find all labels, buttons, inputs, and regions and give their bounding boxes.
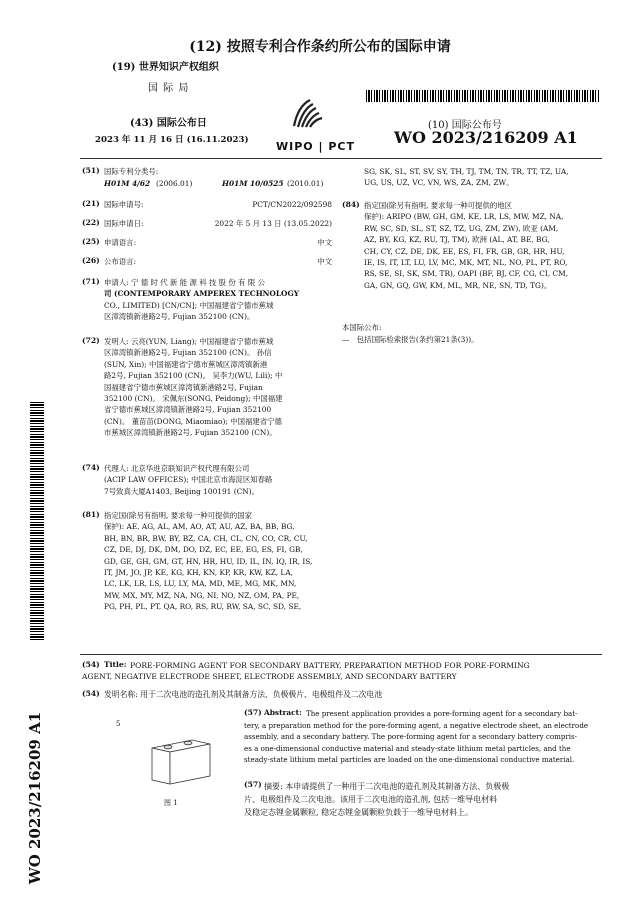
figure-caption: 图 1 [164, 799, 178, 807]
abstract-en-line: es a one-dimensional conductive material and steady-state lithium metal particles, and the [244, 743, 571, 753]
published-label: 本国际公布: [342, 323, 382, 332]
field-54b-number: (54) [82, 689, 100, 698]
field-51-label: 国际专利分类号: [104, 167, 159, 176]
field-26-label: 公布语言: [104, 257, 137, 266]
field-54-number: (54) [82, 660, 100, 669]
field-25-value: 中文 [317, 238, 332, 247]
abstract-en-line: The present application provides a pore-forming agent for a secondary bat- [306, 709, 578, 718]
states-line: PG, PH, PL, PT, QA, RO, RS, RU, RW, SA, SC, SD, SE, [104, 602, 302, 612]
regional-line: CH, CY, CZ, DE, DK, EE, ES, FI, FR, GB, GR, HR, HU, [364, 246, 565, 256]
field-84-regional-states [364, 200, 604, 291]
header-barcode [366, 90, 600, 102]
field-72-inventors [104, 336, 336, 439]
states-line: 保护): AE, AG, AL, AM, AO, AT, AU, AZ, BA, BB, BG, [104, 522, 295, 532]
abstract-zh-line: 片、电极组件及二次电池。该用于二次电池的造孔剂, 包括一维导电材料 [244, 795, 498, 804]
abstract-zh-line: 摘要: 本申请提供了一种用于二次电池的造孔剂及其制备方法、负极极 [264, 782, 510, 791]
title-rule [80, 654, 602, 655]
states-line: SG, SK, SL, ST, SV, SY, TH, TJ, TM, TN, TR, TT, TZ, UA, [364, 167, 569, 176]
field-21-label: 国际申请号: [104, 200, 144, 209]
field-22-number: (22) [82, 218, 100, 227]
applicant-line: 司 (CONTEMPORARY AMPEREX TECHNOLOGY [104, 289, 300, 299]
abstract-en-line: tery, a preparation method for the pore-forming agent, a negative electrode sheet, an electrode [244, 720, 589, 730]
header-rule [80, 158, 602, 159]
wipo-logo [270, 92, 350, 132]
abstract-zh-number: (57) [244, 780, 262, 789]
abstract-en-line: steady-state lithium metal particles are loaded on the one-dimensional conductive material. [244, 755, 575, 765]
regional-line: IE, IS, IT, LT, LU, LV, MC, MK, MT, NL, NO, PL, PT, RO, [364, 258, 568, 268]
states-line: GD, GE, GH, GM, GT, HN, HR, HU, ID, IL, IN, IQ, IR, IS, [104, 556, 313, 566]
agent-line: 代理人: 北京华进京联知识产权代理有限公司 [104, 464, 250, 473]
states-line: MW, MX, MY, MZ, NA, NG, NI, NO, NZ, OM, PA, PE, [104, 590, 300, 600]
field-26-number: (26) [82, 256, 100, 265]
pubno: WO 2023/216209 A1 [394, 128, 578, 147]
agent-line: (ACIP LAW OFFICES); 中国北京市海淀区知春路 [104, 475, 273, 485]
states-line: LC, LK, LR, LS, LU, LY, MA, MD, ME, MG, MK, MN, [104, 579, 297, 589]
inventor-line: 国福建省宁德市蕉城区漳湾镇新港路2号, Fujian [104, 382, 263, 392]
pubno-label: (10) 国际公布号 [428, 120, 502, 131]
abstract-en-line: assembly, and a secondary battery. The pore-forming agent for a secondary battery compris- [244, 732, 578, 742]
abstract-zh-line: 及稳定态锂金属颗粒, 稳定态锂金属颗粒负载于一维导电材料上。 [244, 808, 474, 817]
field-81-designated-states [104, 510, 336, 613]
inventor-line: (SUN, Xin); 中国福建省宁德市蕉城区漳湾镇新港 [104, 359, 268, 369]
field-71-number: (71) [82, 277, 100, 286]
published-item: — 包括国际检索报告(条约第21条(3))。 [342, 335, 479, 344]
field-21-number: (21) [82, 199, 100, 208]
agent-line: 7号致真大厦A1403, Beijing 100191 (CN)。 [104, 486, 260, 496]
inventor-line: 路2号, Fujian 352100 (CN)。 吴李力(WU, Lili); 中 [104, 371, 283, 381]
field-81-number: (81) [82, 510, 100, 519]
title-en-label: Title: [104, 660, 127, 669]
battery-figure [140, 728, 220, 792]
states-line: BH, BN, BR, BW, BY, BZ, CA, CH, CL, CN, CO, CR, CU, [104, 533, 308, 543]
field-72-number: (72) [82, 336, 100, 345]
field-26-value: 中文 [317, 257, 332, 266]
title-zh: 发明名称: 用于二次电池的造孔剂及其制备方法、负极极片、电极组件及二次电池 [104, 690, 382, 699]
field-25-label: 申请语言: [104, 238, 137, 247]
side-publication-number: WO 2023/216209 A1 [26, 711, 44, 885]
wipo-pct-label: WIPO | PCT [276, 140, 355, 153]
field-84-number: (84) [342, 200, 360, 209]
regional-line: AZ, BY, KG, KZ, RU, TJ, TM), 欧洲 (AL, AT, BE, BG, [364, 235, 550, 245]
regional-line: GA, GN, GQ, GW, KM, ML, MR, NE, SN, TD, TG)。 [364, 280, 552, 290]
side-barcode [30, 400, 44, 640]
abstract-en-label: Abstract: [264, 708, 302, 717]
states-line: CZ, DE, DJ, DK, DM, DO, DZ, EC, EE, EG, ES, FI, GB, [104, 545, 303, 555]
title-en-line: AGENT, NEGATIVE ELECTRODE SHEET, ELECTRODE ASSEMBLY, AND SECONDARY BATTERY [82, 672, 457, 681]
field-25-number: (25) [82, 237, 100, 246]
field-71-applicant [104, 277, 336, 323]
pubdate-value: 2023 年 11 月 16 日 (16.11.2023) [95, 135, 249, 145]
regional-line: 保护): ARIPO (BW, GH, GM, KE, LR, LS, MW, MZ, NA, [364, 212, 564, 222]
field-74-agent [104, 463, 336, 497]
abstract-en-number: (57) [244, 708, 262, 717]
regional-line: 指定国(除另有指明, 要求每一种可提供的地区 [364, 201, 513, 210]
field-51-class1: H01M 4/62 [104, 179, 151, 188]
figure-ref-number: 5 [116, 720, 121, 728]
field-74-number: (74) [82, 463, 100, 472]
org-sub: 国 际 局 [148, 83, 190, 94]
field-21-value: PCT/CN2022/092598 [252, 200, 332, 209]
states-line: 指定国(除另有指明, 要求每一种可提供的国家 [104, 511, 253, 520]
field-22-label: 国际申请日: [104, 219, 144, 228]
regional-line: RW, SC, SD, SL, ST, SZ, TZ, UG, ZM, ZW), 欧亚 (AM, [364, 223, 559, 233]
document-title: (12) 按照专利合作条约所公布的国际申请 [189, 39, 451, 55]
org-label: (19) 世界知识产权组织 [112, 62, 219, 73]
states-line: IT, JM, JO, JP, KE, KG, KH, KN, KP, KR, KW, KZ, LA, [104, 568, 294, 578]
inventor-line: 352100 (CN)。 宋佩东(SONG, Peidong); 中国福建 [104, 394, 283, 404]
inventor-line: 发明人: 云亮(YUN, Liang); 中国福建省宁德市蕉城 [104, 337, 274, 346]
field-51-class2: H01M 10/0525 [222, 179, 284, 188]
applicant-line: 申请人: 宁 德 时 代 新 能 源 科 技 股 份 有 限 公 [104, 278, 266, 287]
regional-line: RS, SE, SI, SK, SM, TR), OAPI (BF, BJ, CF, CG, CI, CM, [364, 269, 569, 279]
title-en-line: PORE-FORMING AGENT FOR SECONDARY BATTERY, PREPARATION METHOD FOR PORE-FORMING [130, 661, 530, 670]
inventor-line: 省宁德市蕉城区漳湾镇新港路2号, Fujian 352100 [104, 405, 272, 415]
states-continued [364, 166, 604, 189]
states-line: UG, US, UZ, VC, VN, WS, ZA, ZM, ZW。 [364, 178, 514, 188]
pubdate-label: (43) 国际公布日 [130, 118, 207, 129]
inventor-line: 区漳湾镇新港路2号, Fujian 352100 (CN)。 孙信 [104, 348, 272, 358]
field-51-class2-date: (2010.01) [287, 179, 324, 188]
field-22-value: 2022 年 5 月 13 日 (13.05.2022) [214, 219, 332, 228]
field-51-number: (51) [82, 166, 100, 175]
applicant-line: CO., LIMITED) [CN/CN]; 中国福建省宁德市蕉城 [104, 300, 274, 310]
applicant-line: 区漳湾镇新港路2号, Fujian 352100 (CN)。 [104, 312, 255, 322]
inventor-line: (CN)。 董苗苗(DONG, Miaomiao); 中国福建省宁德 [104, 416, 282, 426]
inventor-line: 市蕉城区漳湾镇新港路2号, Fujian 352100 (CN)。 [104, 428, 277, 438]
field-51-class1-date: (2006.01) [156, 179, 193, 188]
